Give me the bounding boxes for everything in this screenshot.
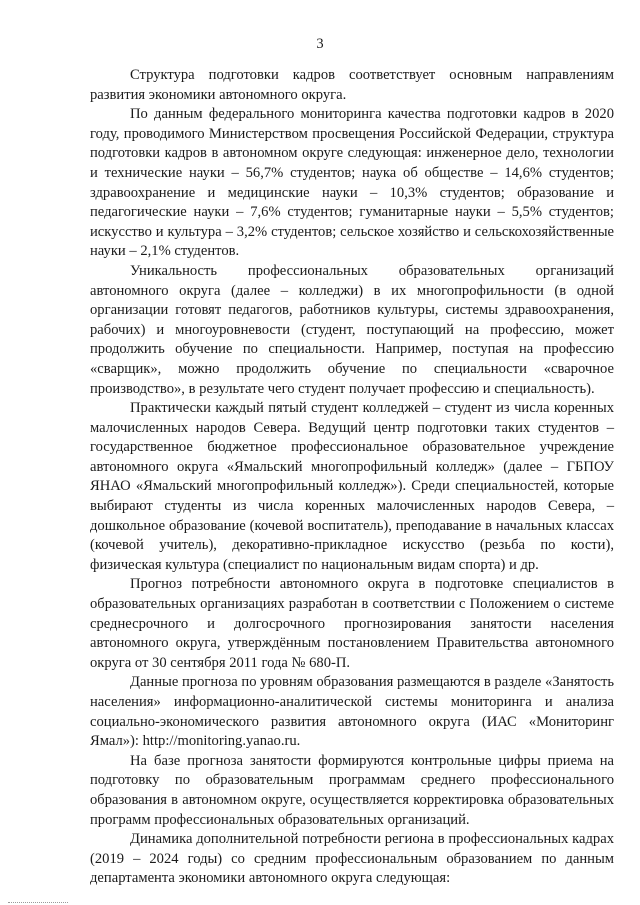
paragraph: По данным федерального мониторинга качества подготовки кадров в 2020 году, проводимого Министерством просвещения Российской Федерации, структура подготовки кадров в автономном округе следующая: инженерное дело, технологии и технические науки – 56,7% студентов; наука об обществе – 14,6% студентов; здравоохранение и медицинские науки – 10,3% студентов; образование и педагогические науки – 7,6% студентов; гуманитарные науки – 5,5% студентов; искусство и культура – 3,2% студентов; сельское хозяйство и сельскохозяйственные науки – 2,1% студентов. xyxy=(90,106,614,260)
page-number: 3 xyxy=(316,36,324,52)
paragraph: Практически каждый пятый студент колледжей – студент из числа коренных малочисленных народов Севера. Ведущий центр подготовки таких студентов – государственное бюджетное профессиональное образовательное учреждение автономного округа «Ямальский многопрофильный колледж» (далее – ГБПОУ ЯНАО «Ямальский многопрофильный колледж»). Среди специальностей, которые выбирают студенты из числа коренных малочисленных народов Севера, – дошкольное образование (кочевой воспитатель), преподавание в начальных классах (кочевой учитель), декоративно-прикладное искусство (резьба по кости), физическая культура (специалист по национальным видам спорта) и др. xyxy=(90,400,614,573)
paragraph: Динамика дополнительной потребности региона в профессиональных кадрах (2019 – 2024 годы) со средним профессиональным образованием по данным департамента экономики автономного округа следующая: xyxy=(90,831,614,887)
paragraph: Данные прогноза по уровням образования размещаются в разделе «Занятость населения» информационно-аналитической системы мониторинга и анализа социально-экономического развития автономного округа (ИАС «Мониторинг Ямал»): http://monitoring.yanao.ru. xyxy=(90,674,614,750)
paragraph: Уникальность профессиональных образовательных организаций автономного округа (далее – колледжи) в их многопрофильности (в одной организации готовят педагогов, работников культуры, системы здравоохранения, рабочих) и многоуровневости (студент, поступающий на профессию, может продолжить обучение по специальности. Например, поступая на профессию «сварщик», можно продолжить обучение по специальности «сварочное производство», в результате чего студент получает профессию и специальность). xyxy=(90,262,614,397)
paragraph: Прогноз потребности автономного округа в подготовке специалистов в образовательных организациях разработан в соответствии с Положением о системе среднесрочного и долгосрочного прогнозирования занятости населения автономного округа, утверждённым постановлением Правительства автономного округа от 30 сентября 2011 года № 680-П. xyxy=(90,576,614,671)
document-body xyxy=(90,66,614,889)
scan-artifact xyxy=(8,899,68,903)
paragraph: Структура подготовки кадров соответствует основным направлениям развития экономики автономного округа. xyxy=(90,67,614,103)
paragraph: На базе прогноза занятости формируются контрольные цифры приема на подготовку по образовательным программам среднего профессионального образования в автономном округе, осуществляется корректировка образовательных программ профессиональных образовательных организаций. xyxy=(90,752,614,828)
